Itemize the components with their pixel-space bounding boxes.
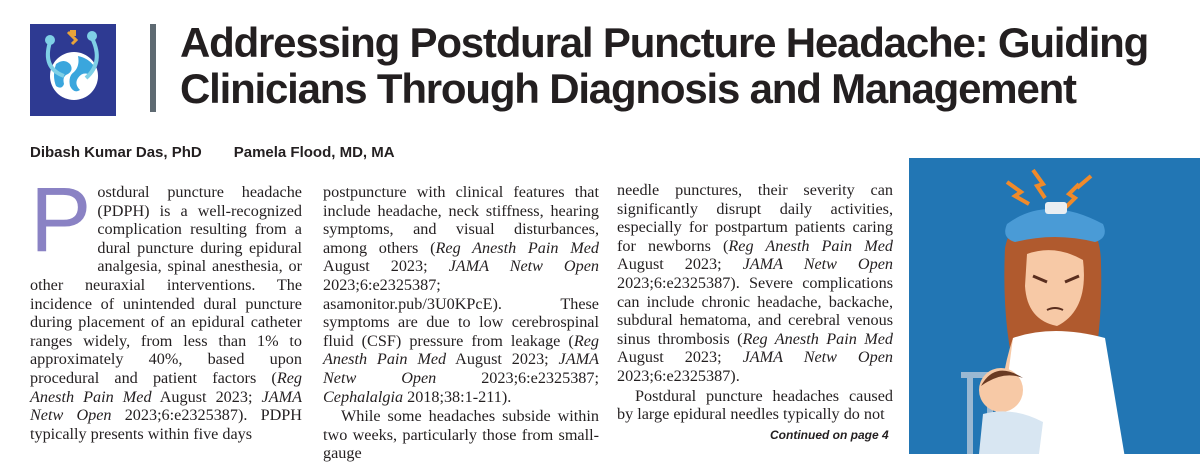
column-2 [323,183,599,463]
globe-stethoscope-logo [30,24,116,116]
title-divider [150,24,156,112]
paragraph: needle punctures, their severity can significantly disrupt daily activities, especially for postpartum patients caring for newborns (Reg Anesth Pain Med August 2023; JAMA Netw Open 2023;6:e2325387). Severe complications can include chronic headache, backache, subdural hematoma, and cerebral venous sinus thrombosis (Reg Anesth Pain Med August 2023; JAMA Netw Open 2023;6:e2325387). [617,181,893,385]
paragraph: postpuncture with clinical features that include headache, neck stiffness, hearing symptoms, and visual disturbances, among others (Reg Anesth Pain Med August 2023; JAMA Netw Open 2023;6:e2325387; asamonitor.pub/3U0KPcE). These symptoms are due to low cerebrospinal fluid (CSF) pressure from leakage (Reg Anesth Pain Med August 2023; JAMA Netw Open 2023;6:e2325387; Cephalalgia 2018;38:1-211). [323,183,599,406]
paragraph: Postdural puncture headaches caused by large epidural needles typically do not [617,386,893,424]
column-1 [30,169,302,443]
article-title: Addressing Postdural Puncture Headache: Guiding Clinicians Through Diagnosis and Management [180,19,1149,112]
continued-notice: Continued on page 4 [770,428,889,442]
paragraph: ostdural puncture headache (PDPH) is a well-recognized complication resulting from a dural puncture during epidural analgesia, spinal anesthesia, or other neuraxial interventions. The incidence of unintended dural puncture during placement of an epidural catheter ranges widely, from less than 1% to approximately 40%, based upon procedural and patient factors (Reg Anesth Pain Med August 2023; JAMA Netw Open 2023;6:e2325387). PDPH typically presents within five days [30,183,302,443]
author-2: Pamela Flood, MD, MA [233,144,395,161]
paragraph: While some headaches subside within two weeks, particularly those from small-gauge [323,407,599,463]
drop-cap: P [30,169,92,271]
column-3 [617,181,893,424]
author-1: Dibash Kumar Das, PhD [30,144,202,161]
author-line [30,144,395,161]
mother-headache-illustration [909,158,1200,454]
